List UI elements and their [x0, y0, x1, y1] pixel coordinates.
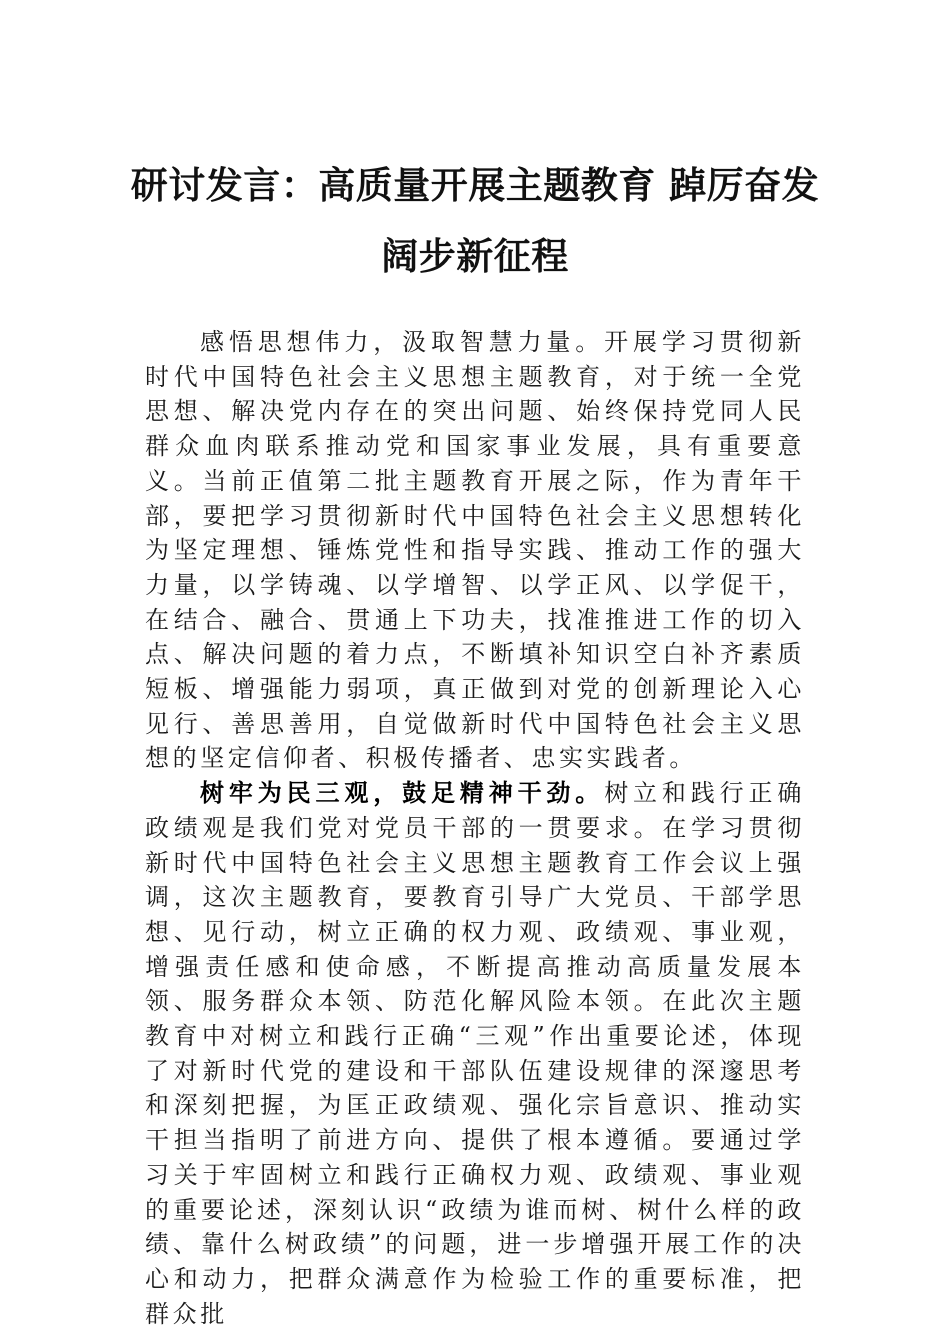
document-body: [145, 325, 805, 1331]
paragraph-2-lead: 树牢为民三观，鼓足精神干劲。: [200, 778, 605, 808]
paragraph-2-text: 树立和践行正确政绩观是我们党对党员干部的一贯要求。在学习贯彻新时代中国特色社会主义思想主题教育工作会议上强调，这次主题教育，要教育引导广大党员、干部学思想、见行动，树立正确的权力观、政绩观、事业观，增强责任感和使命感，不断提高推动高质量发展本领、服务群众本领、防范化解风险本领。在此次主题教育中对树立和践行正确“三观”作出重要论述，体现了对新时代党的建设和干部队伍建设规律的深邃思考和深刻把握，为匡正政绩观、强化宗旨意识、推动实干担当指明了前进方向、提供了根本遵循。要通过学习关于牢固树立和践行正确权力观、政绩观、事业观的重要论述，深刻认识“政绩为谁而树、树什么样的政绩、靠什么树政绩”的问题，进一步增强开展工作的决心和动力，把群众满意作为检验工作的重要标准，把群众批: [145, 779, 806, 1328]
document-title: 研讨发言：高质量开展主题教育 踔厉奋发阔步新征程: [130, 163, 820, 278]
paragraph-2: [145, 776, 805, 1331]
paragraph-1: [145, 325, 805, 776]
paragraph-1-text: 感悟思想伟力，汲取智慧力量。开展学习贯彻新时代中国特色社会主义思想主题教育，对于统一全党思想、解决党内存在的突出问题、始终保持党同人民群众血肉联系推动党和国家事业发展，具有重要意义。当前正值第二批主题教育开展之际，作为青年干部，要把学习贯彻新时代中国特色社会主义思想转化为坚定理想、锤炼党性和指导实践、推动工作的强大力量，以学铸魂、以学增智、以学正风、以学促干，在结合、融合、贯通上下功夫，找准推进工作的切入点、解决问题的着力点，不断填补知识空白补齐素质短板、增强能力弱项，真正做到对党的创新理论入心见行、善思善用，自觉做新时代中国特色社会主义思想的坚定信仰者、积极传播者、忠实实践者。: [145, 328, 805, 773]
